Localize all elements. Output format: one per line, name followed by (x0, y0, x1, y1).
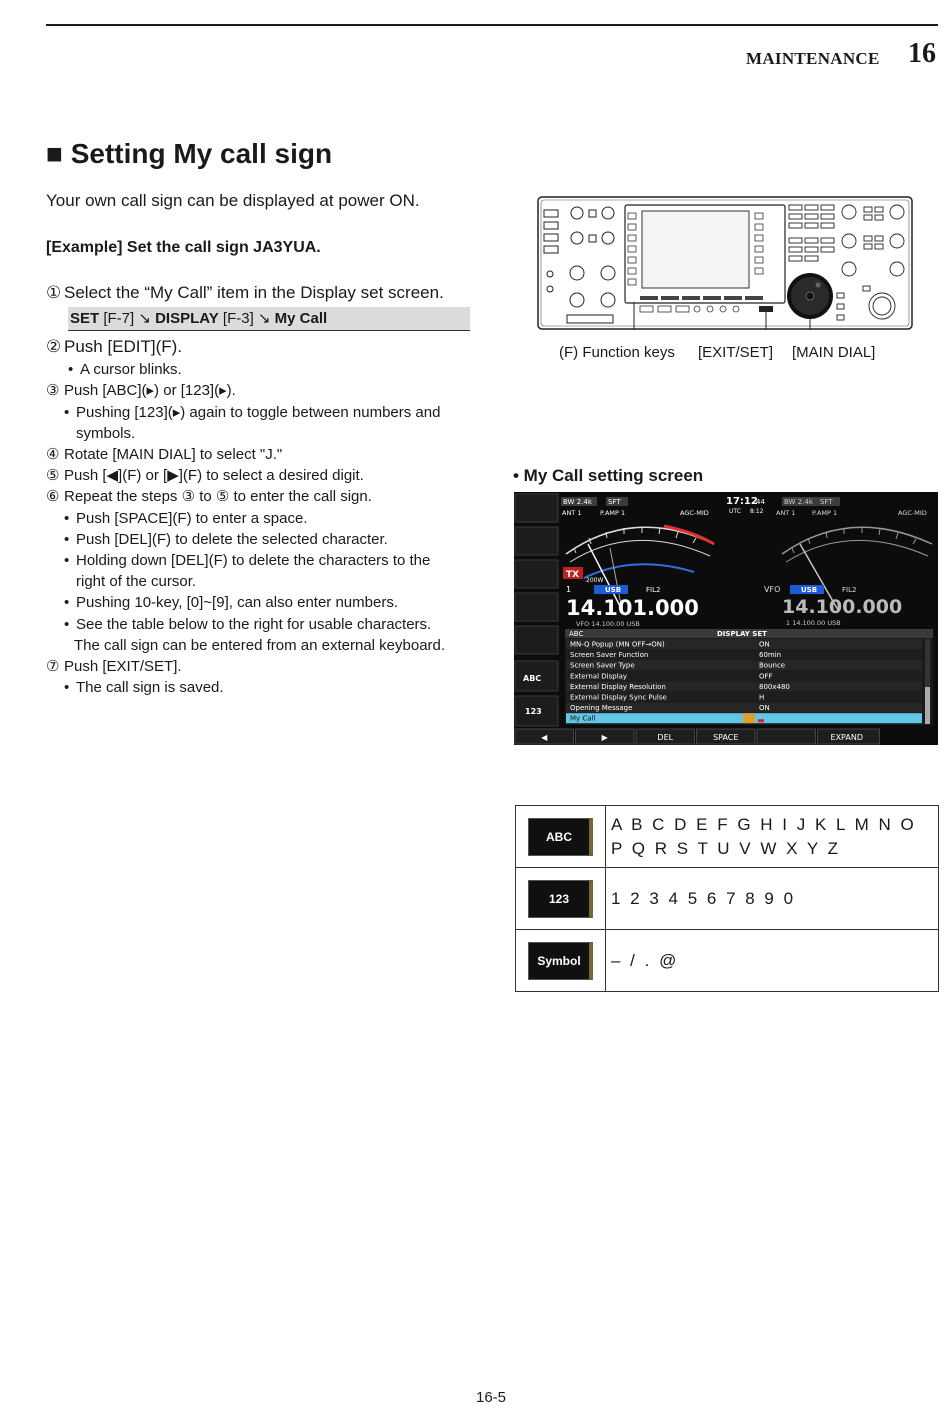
step-number: ② (46, 337, 62, 357)
caption-main-dial: [MAIN DIAL] (792, 344, 876, 361)
step-text: Push [EDIT](F). (64, 337, 183, 357)
chapter-number: 16 (908, 38, 936, 69)
set-row-name[interactable]: Screen Saver Function (570, 651, 649, 660)
clock: 17:12 (726, 496, 758, 507)
pamp-right: P.AMP 1 (812, 509, 838, 517)
pamp-left: P.AMP 1 (600, 509, 626, 517)
set-row-value: H (759, 693, 765, 702)
set-abc-label: ABC (569, 630, 584, 638)
menu-path (68, 307, 470, 331)
right-sub-vfo: 1 14.100.00 USB (786, 619, 841, 627)
step-4 (46, 444, 470, 465)
function-key-label: DEL (657, 733, 674, 742)
left-filter: FIL2 (646, 586, 661, 594)
table-cell-characters: 1 2 3 4 5 6 7 8 9 0 (606, 868, 939, 930)
set-row-name[interactable]: My Call (570, 714, 596, 723)
main-frequency: 14.101.000 (566, 596, 699, 620)
function-key-label: SPACE (713, 733, 739, 742)
caption-function-keys: (F) Function keys (559, 344, 675, 361)
agc-right: AGC-MID (898, 509, 927, 517)
function-key[interactable] (757, 729, 816, 744)
set-row-value: ON (759, 704, 770, 713)
right-vfo-label: VFO (764, 585, 781, 594)
bullet: • Push [SPACE](F) to enter a space. (46, 508, 470, 529)
utc-time: 8:12 (750, 508, 764, 515)
table-row (516, 930, 939, 992)
bullet: • A cursor blinks. (46, 359, 470, 380)
menu-path-set: SET (70, 310, 100, 327)
set-row-value: OFF (759, 672, 773, 681)
table-cell-characters: A B C D E F G H I J K L M N O P Q R S T U V W X Y Z (606, 806, 939, 868)
bw-right: BW 2.4k (784, 498, 813, 506)
step-text: Push [◀](F) or [▶](F) to select a desired digit. (64, 467, 364, 485)
sft-right: SFT (820, 498, 833, 506)
step-3 (46, 380, 470, 401)
step-number: ④ (46, 446, 60, 464)
clock-seconds: 44 (756, 498, 765, 506)
right-filter: FIL2 (842, 586, 857, 594)
set-row-value: 800x480 (759, 682, 790, 691)
num-key: 123 (528, 880, 593, 918)
step-1 (46, 281, 470, 305)
text-cursor (758, 719, 764, 722)
table-cell-characters: – / . @ (606, 930, 939, 992)
bw-left: BW 2.4k (563, 498, 592, 506)
set-row-name[interactable]: Opening Message (570, 704, 633, 713)
bullet-text: A cursor blinks. (80, 361, 182, 379)
page-title: ■ Setting My call sign (46, 138, 333, 169)
power-level: 200W (586, 577, 604, 584)
right-mode: USB (801, 586, 818, 594)
mycall-setting-screen (514, 492, 938, 745)
abc-key: ABC (528, 818, 593, 856)
function-key-label: ◀ (541, 733, 548, 742)
left-mode: USB (605, 586, 622, 594)
set-row-value: ON (759, 640, 770, 649)
set-row-value: 60min (759, 651, 782, 660)
step-5 (46, 465, 470, 486)
step-number: ⑥ (46, 488, 60, 506)
transceiver-front-panel-illustration (537, 196, 913, 330)
agc-left: AGC-MID (680, 509, 709, 517)
side-key-123[interactable]: 123 (525, 707, 542, 716)
step-number: ⑤ (46, 467, 60, 485)
function-key-label: ▶ (601, 733, 608, 742)
set-row-name[interactable]: MN-Q Popup (MN OFF→ON) (570, 640, 665, 649)
bullet-text: Push [DEL](F) to delete the selected character. (76, 530, 388, 548)
bullet-text: The call sign is saved. (76, 679, 224, 697)
step-number: ⑦ (46, 658, 60, 676)
ant-left: ANT 1 (562, 509, 582, 517)
bullet-text: Push [SPACE](F) to enter a space. (76, 509, 308, 527)
bullet-continuation: The call sign can be entered from an external keyboard. (74, 636, 446, 654)
table-cell-button (516, 930, 606, 992)
left-vfo-num: 1 (566, 585, 572, 594)
step-7 (46, 656, 470, 677)
table-cell-button (516, 868, 606, 930)
page-number: 16-5 (476, 1389, 507, 1406)
step-6 (46, 486, 470, 507)
left-sub-vfo: VFO 14.100.00 USB (576, 620, 640, 628)
step-number: ③ (46, 382, 60, 400)
set-row-name[interactable]: External Display Resolution (570, 682, 666, 691)
tx-indicator: TX (566, 570, 580, 580)
edit-arrow-icon (743, 713, 755, 723)
set-row-name[interactable]: External Display (570, 672, 628, 681)
set-row-name[interactable]: External Display Sync Pulse (570, 693, 667, 702)
section-title: MAINTENANCE (746, 49, 880, 68)
bullet-continuation: symbols. (76, 424, 136, 442)
side-key-abc[interactable]: ABC (523, 674, 542, 683)
step-number: ① (46, 283, 62, 302)
step-text: Rotate [MAIN DIAL] to select "J." (64, 446, 283, 464)
menu-path-sep2: [F-3] ↘ (218, 310, 275, 327)
step-text: Push [EXIT/SET]. (64, 658, 182, 676)
screen-caption: • My Call setting screen (513, 466, 704, 485)
bullet: • Push [DEL](F) to delete the selected character. (46, 529, 470, 550)
bullet: • Holding down [DEL](F) to delete the characters to the (46, 550, 470, 571)
bullet: • See the table below to the right for usable characters. (46, 614, 470, 635)
bullet-text: Holding down [DEL](F) to delete the characters to the (76, 552, 431, 570)
caption-exit-set: [EXIT/SET] (698, 344, 774, 361)
bullet: • The call sign is saved. (46, 677, 470, 698)
bullet-continuation: right of the cursor. (76, 573, 197, 591)
table-cell-button (516, 806, 606, 868)
utc-label: UTC (729, 508, 741, 515)
bullet-text: See the table below to the right for usable characters. (76, 615, 432, 633)
step-2 (46, 335, 470, 359)
bullet: • Pushing 10-key, [0]~[9], can also enter numbers. (46, 592, 470, 613)
function-key-row (515, 729, 880, 744)
set-row-value: Bounce (759, 661, 786, 670)
sft-left: SFT (608, 498, 621, 506)
step-text: Select the “My Call” item in the Display set screen. (64, 283, 444, 302)
header-rule (46, 24, 938, 26)
step-text: Push [ABC](▸) or [123](▸). (64, 382, 236, 400)
sub-frequency: 14.100.000 (782, 596, 903, 618)
bullet: • Pushing [123](▸) again to toggle between numbers and (46, 402, 470, 423)
table-row (516, 806, 939, 868)
function-key-label: EXPAND (830, 733, 863, 742)
menu-path-display: DISPLAY (155, 310, 219, 327)
usable-characters-table (515, 805, 939, 992)
menu-path-mycall: My Call (274, 310, 328, 327)
bullet-text: Pushing 10-key, [0]~[9], can also enter numbers. (76, 594, 398, 612)
step-text: Repeat the steps ③ to ⑤ to enter the call sign. (64, 488, 372, 506)
procedure-steps (46, 281, 470, 698)
symbol-key: Symbol (528, 942, 593, 980)
menu-path-sep1: [F-7] ↘ (99, 310, 156, 327)
table-row (516, 868, 939, 930)
example-heading: [Example] Set the call sign JA3YUA. (46, 239, 321, 256)
ant-right: ANT 1 (776, 509, 796, 517)
bullet-text: Pushing [123](▸) again to toggle between numbers and (76, 403, 441, 421)
intro-text: Your own call sign can be displayed at power ON. (46, 191, 420, 210)
set-title: DISPLAY SET (717, 630, 767, 638)
set-row-name[interactable]: Screen Saver Type (570, 661, 635, 670)
